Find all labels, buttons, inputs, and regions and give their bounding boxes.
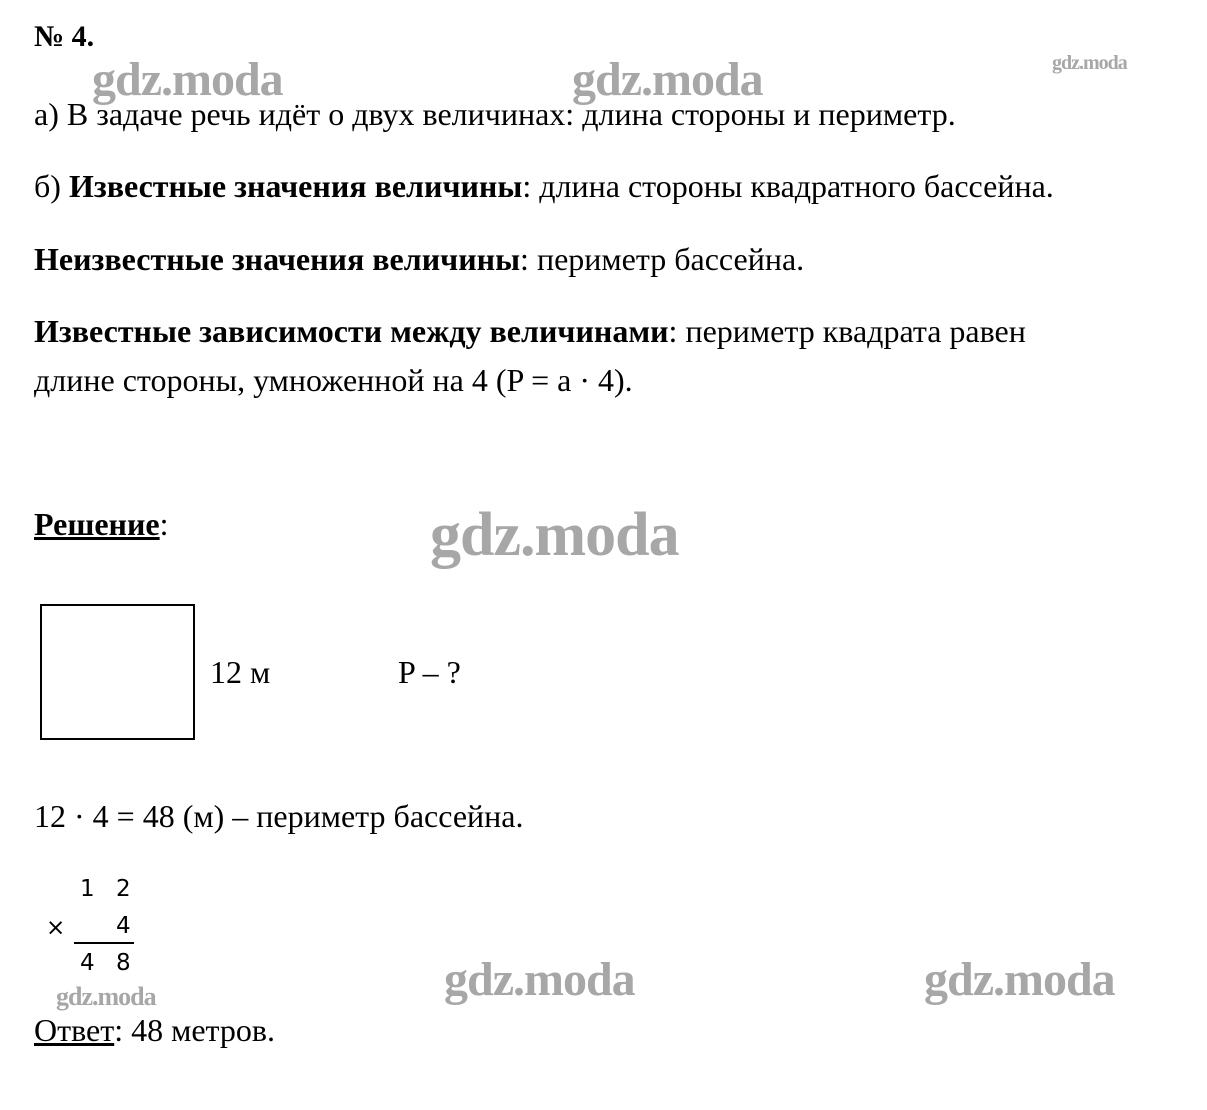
line-b-label: Известные значения величины	[68, 168, 523, 204]
answer-text: : 48 метров.	[114, 1012, 276, 1048]
line-unknown	[34, 241, 804, 277]
solution-colon: :	[159, 506, 169, 542]
watermark: gdz.moda	[430, 501, 679, 569]
pool-square	[40, 604, 195, 740]
solution-equation: 12 · 4 = 48 (м) – периметр бассейна.	[34, 798, 524, 834]
mult-result-digit-1: 4	[80, 950, 95, 976]
side-length-label: 12 м	[210, 654, 271, 690]
watermark: gdz.moda	[924, 953, 1115, 1006]
mult-bottom-digit: 4	[116, 913, 131, 939]
line-dependency-label: Известные зависимости между величинами	[34, 313, 669, 349]
line-b	[34, 168, 1054, 204]
perimeter-unknown-label: P – ?	[398, 654, 461, 690]
line-a: а) В задаче речь идёт о двух величинах: длина стороны и периметр.	[34, 96, 956, 132]
mult-result-digit-2: 8	[116, 950, 131, 976]
answer	[34, 1012, 275, 1048]
watermark: gdz.moda	[444, 953, 635, 1006]
line-dependency	[34, 313, 1026, 349]
line-b-prefix: б)	[34, 168, 69, 204]
watermark: gdz.moda	[1052, 52, 1127, 74]
answer-label: Ответ	[34, 1012, 115, 1048]
mult-top-digit-1: 1	[80, 876, 95, 902]
solution-heading	[34, 506, 169, 542]
mult-divider-line	[74, 942, 134, 944]
line-unknown-text: : периметр бассейна.	[520, 241, 805, 277]
watermark: gdz.moda	[572, 53, 763, 106]
line-unknown-label: Неизвестные значения величины	[34, 241, 521, 277]
solution-label: Решение	[34, 506, 160, 542]
watermark: gdz.moda	[56, 982, 156, 1011]
watermark: gdz.moda	[92, 53, 283, 106]
problem-title: № 4.	[34, 20, 95, 53]
line-dependency-continuation: длине стороны, умноженной на 4 (P = a · 4).	[34, 362, 633, 398]
multiply-sign: ×	[46, 915, 66, 941]
line-b-text: : длина стороны квадратного бассейна.	[522, 168, 1054, 204]
line-dependency-text: : периметр квадрата равен	[668, 313, 1026, 349]
mult-top-digit-2: 2	[116, 876, 131, 902]
